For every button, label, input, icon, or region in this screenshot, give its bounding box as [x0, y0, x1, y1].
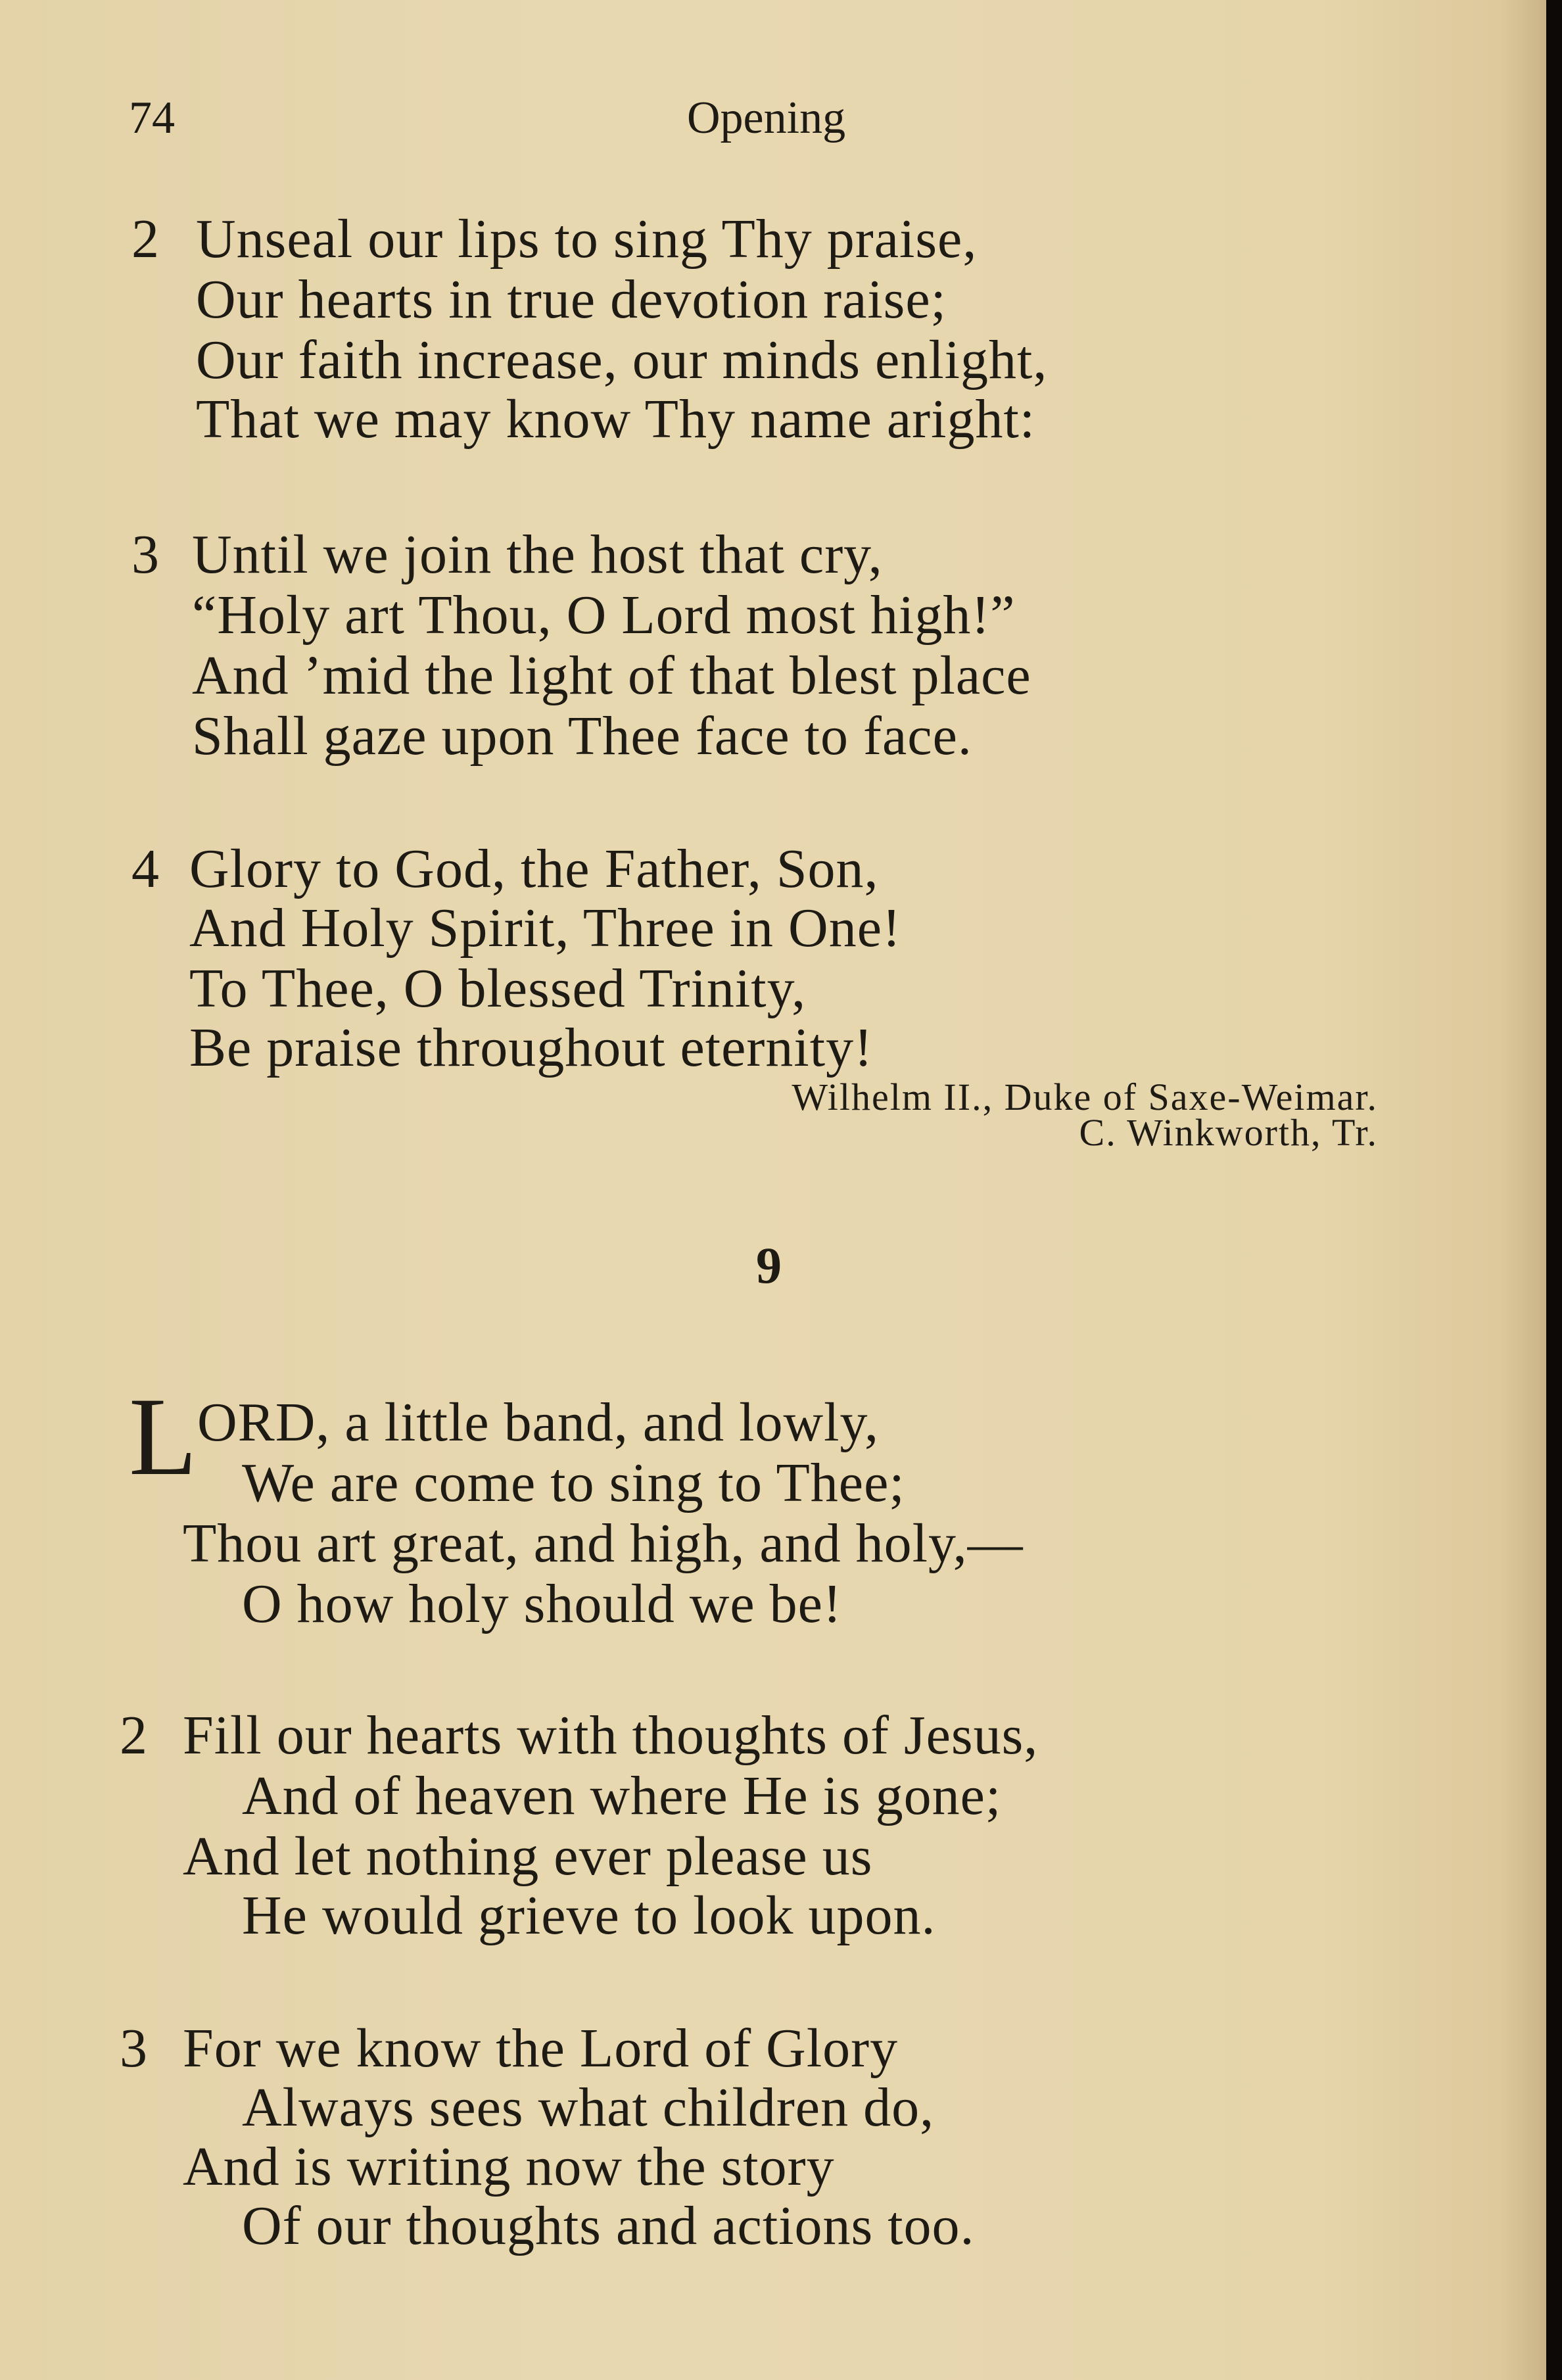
- verse-line: That we may know Thy name aright:: [196, 389, 1036, 450]
- author-attribution: Wilhelm II., Duke of Saxe-Weimar.: [792, 1076, 1378, 1118]
- stanza-number: 3: [131, 524, 159, 585]
- verse-line: To Thee, O blessed Trinity,: [189, 958, 807, 1019]
- verse-line: O how holy should we be!: [242, 1573, 842, 1634]
- stanza-number: 2: [120, 1705, 147, 1766]
- section-title: Opening: [687, 93, 846, 143]
- stanza-number: 3: [120, 2018, 147, 2079]
- verse-line: Shall gaze upon Thee face to face.: [192, 705, 972, 767]
- verse-line: Be praise throughout eternity!: [189, 1017, 874, 1078]
- verse-line: Unseal our lips to sing Thy praise,: [196, 208, 978, 270]
- verse-line: And let nothing ever please us: [183, 1826, 873, 1887]
- stanza-number: 2: [131, 208, 159, 270]
- verse-line: And ’mid the light of that blest place: [192, 645, 1031, 706]
- hymn-number: 9: [756, 1237, 782, 1294]
- verse-line: He would grieve to look upon.: [242, 1885, 936, 1946]
- verse-line: Our hearts in true devotion raise;: [196, 269, 947, 330]
- translator-attribution: C. Winkworth, Tr.: [1079, 1111, 1378, 1154]
- verse-line: And Holy Spirit, Three in One!: [189, 897, 901, 959]
- verse-line: And of heaven where He is gone;: [242, 1765, 1002, 1826]
- verse-line: We are come to sing to Thee;: [242, 1452, 905, 1513]
- verse-line: Until we join the host that cry,: [192, 524, 883, 585]
- verse-line: Our faith increase, our minds enlight,: [196, 329, 1048, 391]
- verse-line: Always sees what children do,: [242, 2077, 935, 2138]
- stanza-number: 4: [131, 838, 159, 899]
- verse-line: Glory to God, the Father, Son,: [189, 838, 879, 899]
- verse-line: Of our thoughts and actions too.: [242, 2195, 975, 2256]
- verse-line: For we know the Lord of Glory: [183, 2018, 899, 2079]
- verse-line: And is writing now the story: [183, 2136, 835, 2197]
- verse-line: ORD, a little band, and lowly,: [197, 1392, 880, 1453]
- verse-line: “Holy art Thou, O Lord most high!”: [192, 584, 1016, 646]
- drop-cap: L: [129, 1375, 197, 1498]
- page-number: 74: [129, 93, 175, 143]
- verse-line: Fill our hearts with thoughts of Jesus,: [183, 1705, 1039, 1766]
- verse-line: Thou art great, and high, and holy,—: [183, 1513, 1024, 1574]
